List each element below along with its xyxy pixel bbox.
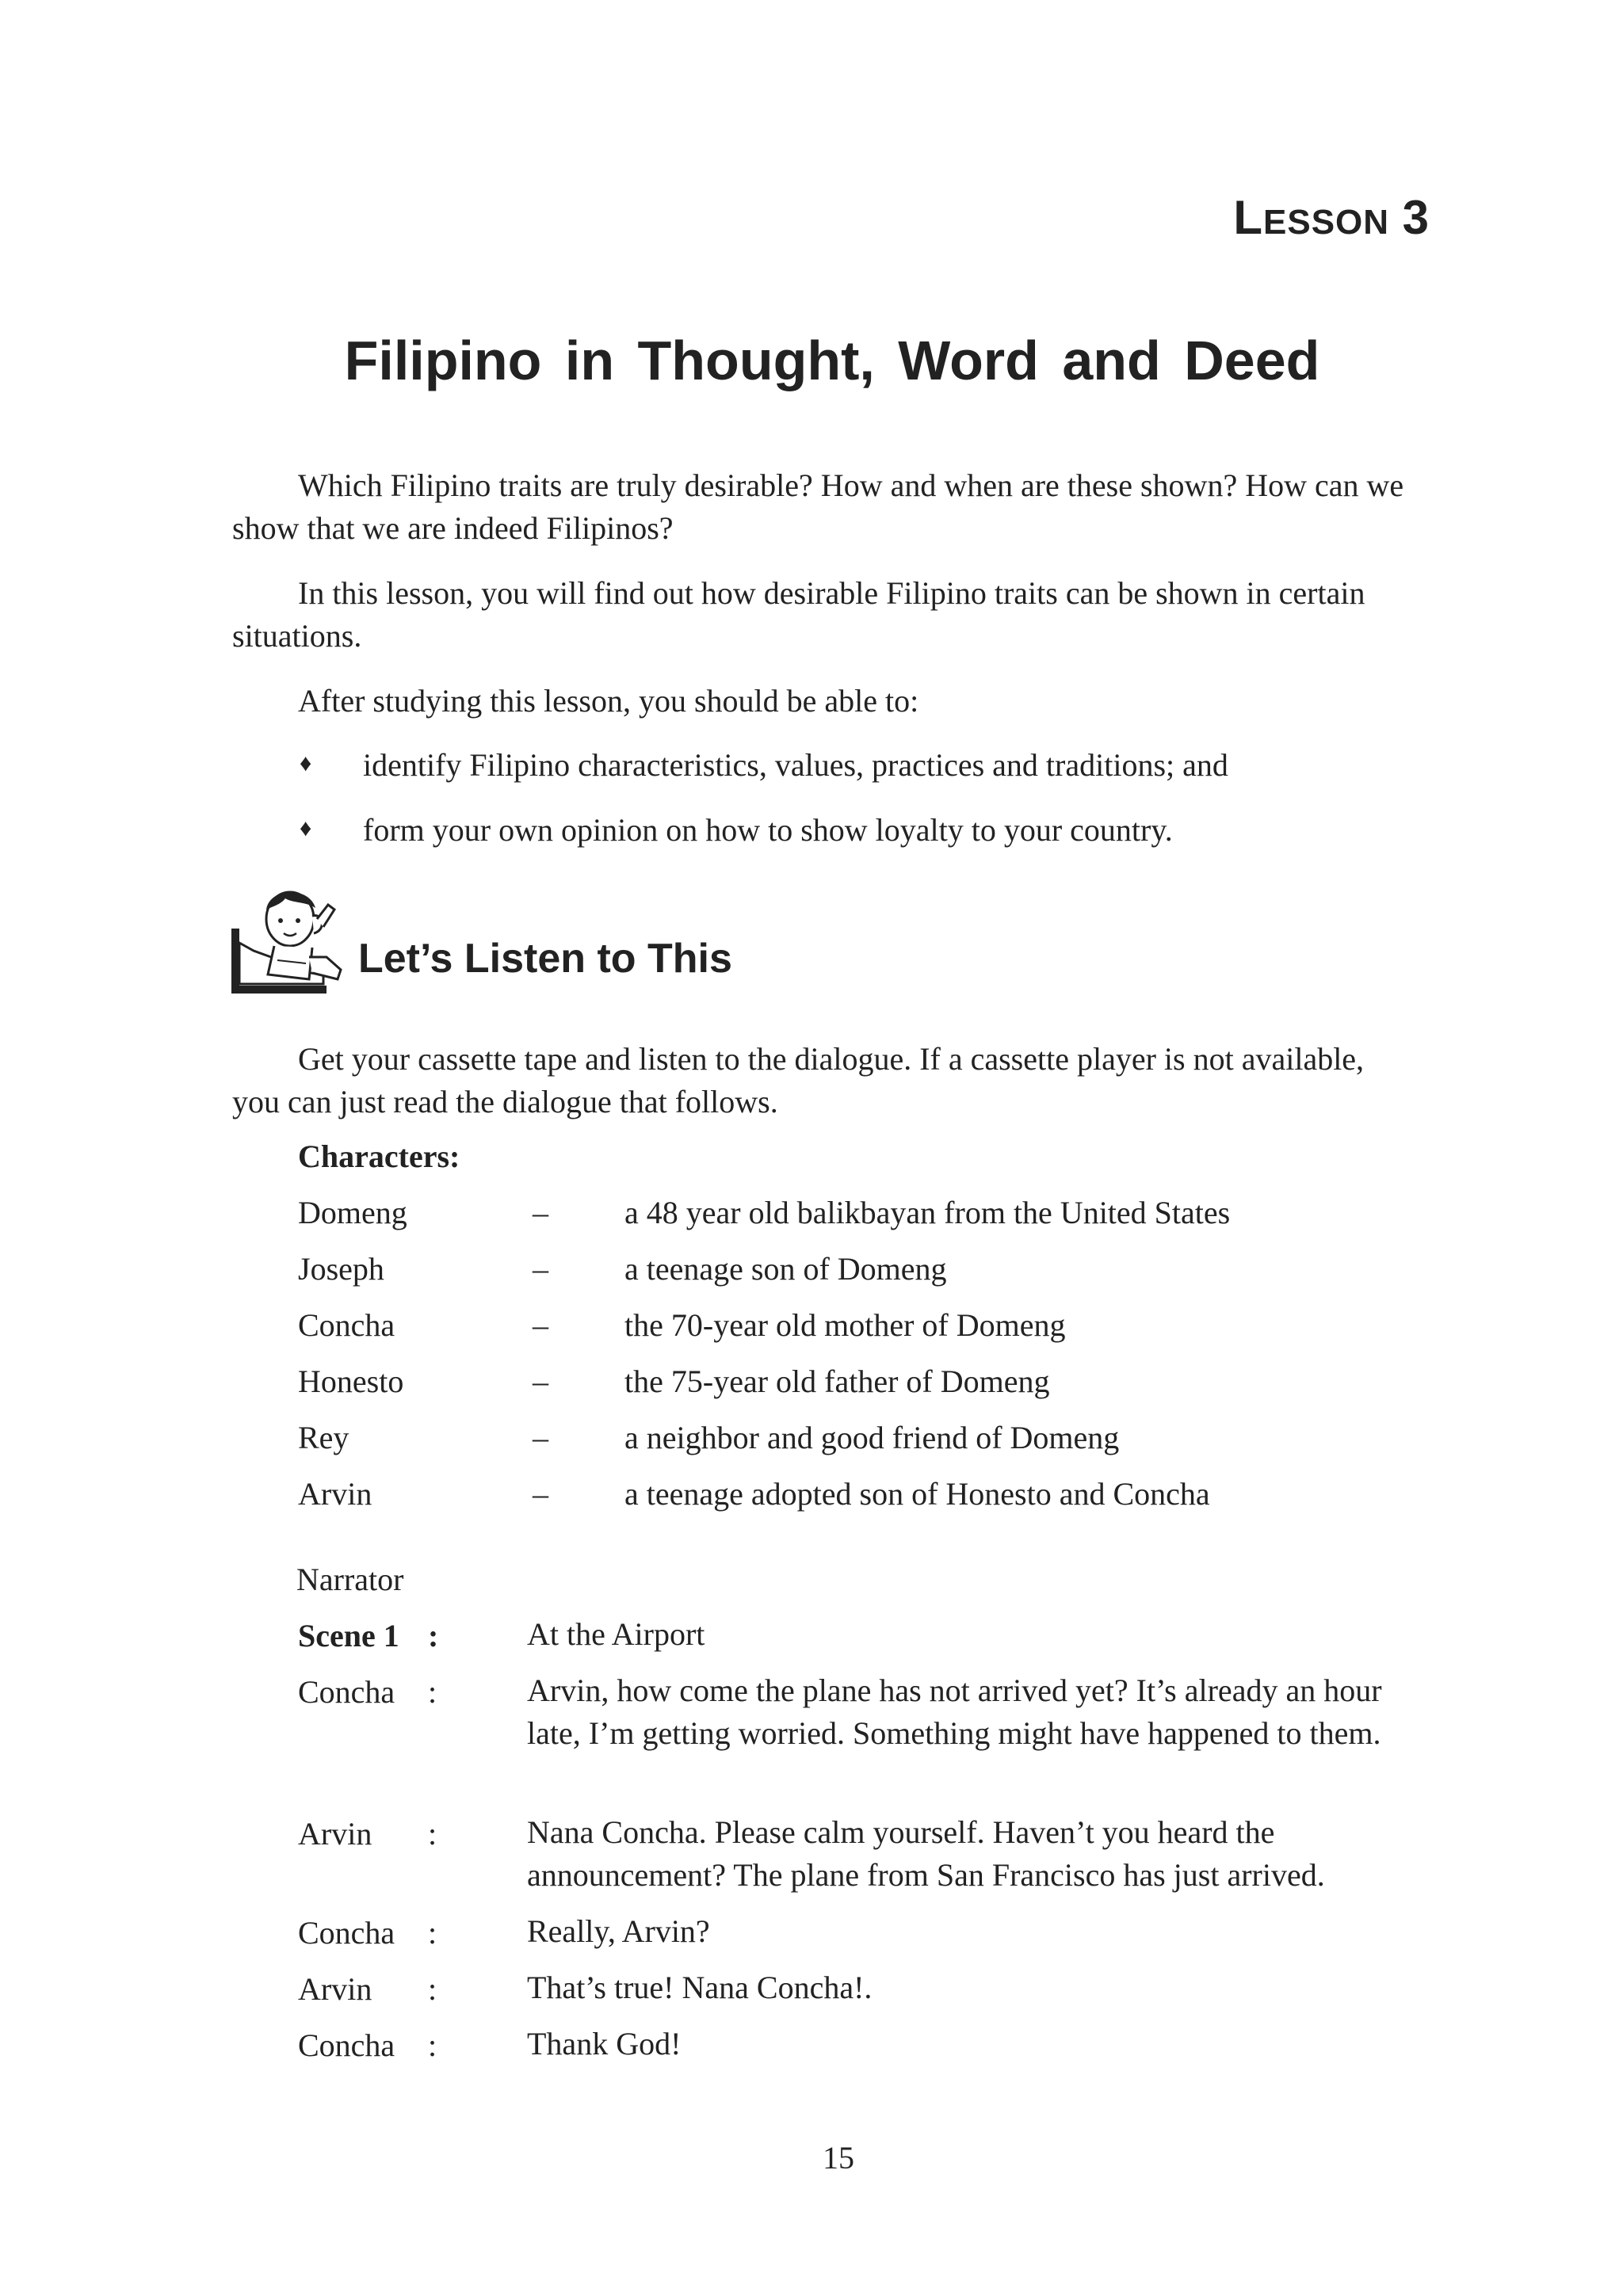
dialogue-colon: : (428, 1674, 437, 1710)
lesson-label (1233, 190, 1430, 245)
dialogue-line: Really, Arvin? (527, 1913, 710, 1949)
intro-paragraph-2: In this lesson, you will find out how desirable Filipino traits can be shown in certain situations. (232, 575, 1365, 654)
dialogue-speaker: Concha (298, 1915, 395, 1951)
page-number: 15 (823, 2140, 854, 2176)
intro-paragraph-1: Which Filipino traits are truly desirable? How and when are these shown? How can we show that we are indeed Filipinos? (232, 467, 1404, 546)
dialogue-speaker: Arvin (298, 1971, 372, 2007)
scene-description: At the Airport (527, 1616, 705, 1652)
dialogue-colon: : (428, 1816, 437, 1852)
character-description: a 48 year old balikbayan from the United States (624, 1195, 1231, 1230)
character-name: Honesto (298, 1363, 404, 1399)
scene-label: Scene 1 (298, 1618, 399, 1653)
lesson-word-first-letter: L (1233, 191, 1264, 244)
dialogue-colon: : (428, 2027, 437, 2063)
dialogue-line: Nana Concha. Please calm yourself. Haven’t you heard the announcement? The plane from San Francisco has just arrived. (527, 1814, 1325, 1893)
character-description: a neighbor and good friend of Domeng (624, 1420, 1120, 1455)
character-name: Domeng (298, 1195, 407, 1230)
page-title: Filipino in Thought, Word and Deed (344, 330, 1320, 391)
listen-instructions: Get your cassette tape and listen to the dialogue. If a cassette player is not available, you can just read the dialogue that follows. (232, 1041, 1365, 1119)
dialogue-colon: : (428, 1971, 437, 2007)
dialogue-colon: : (428, 1915, 437, 1951)
section-heading: Let’s Listen to This (358, 936, 732, 982)
character-dash: – (533, 1363, 548, 1399)
lesson-number: 3 (1402, 191, 1430, 244)
narrator-label: Narrator (296, 1562, 404, 1597)
character-name: Arvin (298, 1476, 372, 1512)
character-name: Joseph (298, 1251, 384, 1287)
objective-item-2: form your own opinion on how to show loyalty to your country. (363, 812, 1173, 848)
dialogue-line: That’s true! Nana Concha!. (527, 1970, 873, 2005)
character-description: the 75-year old father of Domeng (624, 1363, 1050, 1399)
lesson-word-rest: ESSON (1263, 203, 1390, 242)
character-description: a teenage adopted son of Honesto and Concha (624, 1476, 1210, 1512)
dialogue-speaker: Arvin (298, 1816, 372, 1852)
character-name: Concha (298, 1307, 395, 1343)
dialogue-colon: : (428, 1618, 439, 1653)
character-dash: – (533, 1476, 548, 1512)
character-dash: – (533, 1420, 548, 1455)
bullet-icon: ♦ (300, 815, 312, 841)
character-description: a teenage son of Domeng (624, 1251, 947, 1287)
objective-item-1: identify Filipino characteristics, values, practices and traditions; and (363, 747, 1228, 783)
dialogue-speaker: Concha (298, 2027, 395, 2063)
bullet-icon: ♦ (300, 750, 312, 776)
dialogue-line: Thank God! (527, 2026, 682, 2061)
dialogue-line: Arvin, how come the plane has not arrived yet? It’s already an hour late, I’m getting worried. Something might have happened to them. (527, 1672, 1382, 1751)
intro-paragraph-3: After studying this lesson, you should be able to: (298, 683, 919, 719)
character-dash: – (533, 1307, 548, 1343)
character-name: Rey (298, 1420, 349, 1455)
character-dash: – (533, 1251, 548, 1287)
character-description: the 70-year old mother of Domeng (624, 1307, 1066, 1343)
characters-heading: Characters: (298, 1138, 460, 1174)
listening-boy-icon (230, 881, 347, 997)
character-dash: – (533, 1195, 548, 1230)
dialogue-speaker: Concha (298, 1674, 395, 1710)
